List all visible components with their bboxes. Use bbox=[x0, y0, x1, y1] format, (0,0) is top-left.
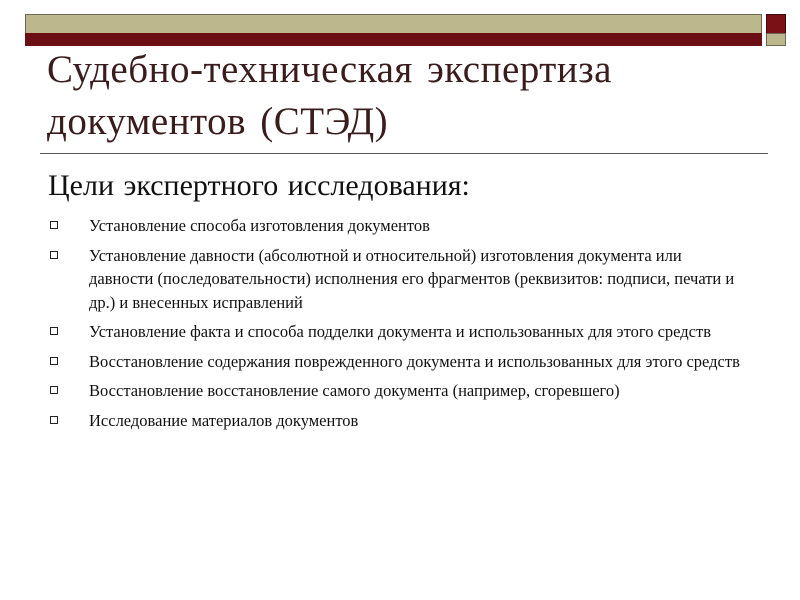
slide-title-line-1: Судебно-техническая экспертиза bbox=[47, 48, 612, 91]
bullet-item bbox=[0, 244, 749, 315]
bullet-text: Установление факта и способа подделки документа и использованных для этого средств bbox=[89, 322, 711, 341]
bullet-list bbox=[0, 214, 800, 438]
header-band-olive bbox=[25, 14, 762, 34]
corner-square-olive bbox=[766, 33, 786, 46]
slide-title bbox=[47, 44, 767, 148]
bullet-text: Исследование материалов документов bbox=[89, 410, 359, 430]
bullet-item bbox=[0, 320, 749, 344]
bullet-text: Восстановление содержания поврежденного документа и использованных для этого средств bbox=[89, 351, 740, 371]
bullet-text: Установление давности (абсолютной и относительной) изготовления документа или давности (последовательности) исполнения его фрагментов (реквизитов: подписи, печати и др.) и внесенных исправлений bbox=[89, 245, 735, 312]
bullet-text: Восстановление восстановление самого документа (например, сгоревшего) bbox=[89, 381, 620, 400]
hollow-square-icon bbox=[50, 221, 58, 229]
hollow-square-icon bbox=[50, 416, 58, 424]
bullet-item bbox=[0, 214, 749, 238]
bullet-item bbox=[0, 379, 749, 403]
slide-subtitle: Цели экспертного исследования: bbox=[48, 169, 470, 202]
title-divider bbox=[40, 153, 768, 154]
hollow-square-icon bbox=[50, 251, 58, 259]
hollow-square-icon bbox=[50, 357, 58, 365]
bullet-item bbox=[0, 350, 749, 374]
slide-title-line-2: документов (СТЭД) bbox=[47, 100, 389, 143]
bullet-item bbox=[0, 409, 749, 433]
bullet-text: Установление способа изготовления документов bbox=[89, 216, 430, 235]
corner-square-red bbox=[766, 14, 786, 34]
hollow-square-icon bbox=[50, 327, 58, 335]
hollow-square-icon bbox=[50, 386, 58, 394]
